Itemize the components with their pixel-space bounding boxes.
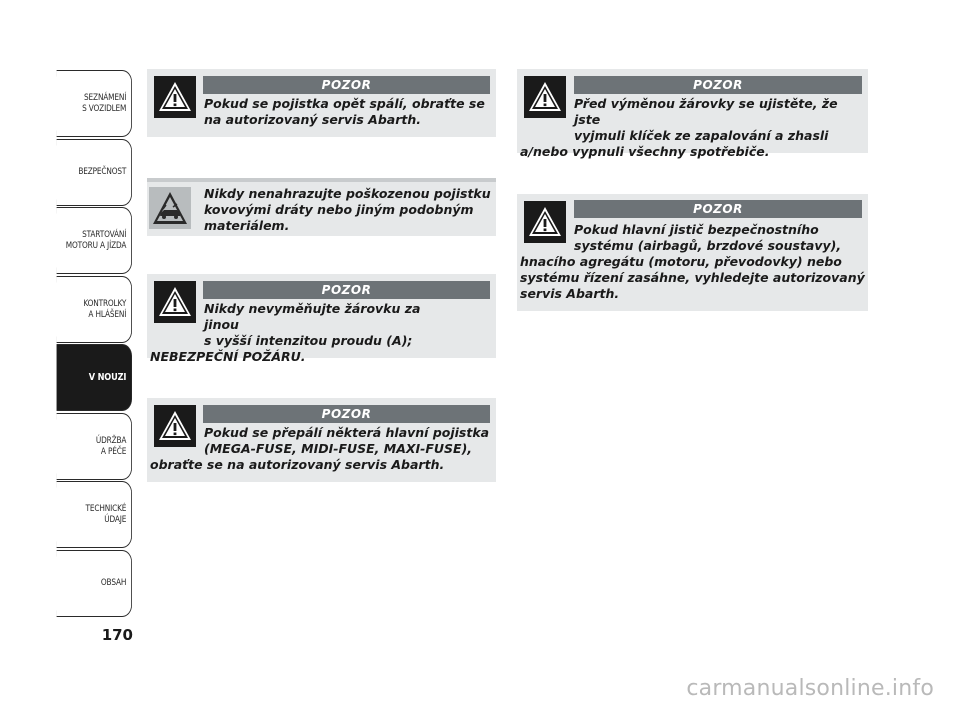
warning-text: Pokud se pojistka opět spálí, obraťte se na autorizovaný servis Abarth. — [204, 96, 485, 127]
tab-startovani[interactable]: STARTOVÁNÍ MOTORU A JÍZDA — [57, 207, 132, 274]
warning-text-line: servis Abarth. — [520, 286, 620, 301]
warning-text-line: systému (airbagů, brzdové soustavy), — [574, 238, 842, 253]
warning-triangle-icon — [154, 76, 196, 118]
warning-text-line: NEBEZPEČNÍ POŽÁRU. — [150, 349, 306, 364]
warning-box-safety-breaker — [517, 194, 868, 311]
side-nav — [40, 70, 133, 618]
warning-text-line: hnacího agregátu (motoru, převodovky) nebo — [520, 254, 842, 269]
watermark: carmanualsonline.info — [686, 676, 934, 701]
warning-title: POZOR — [574, 200, 862, 218]
warning-text-line: (MEGA-FUSE, MIDI-FUSE, MAXI-FUSE), — [204, 441, 473, 456]
warning-box-bulb-intensity — [147, 274, 496, 364]
warning-text-line: Nikdy nevyměňujte žárovku za jinou — [204, 301, 421, 332]
tab-v-nouzi[interactable]: V NOUZI — [57, 344, 132, 411]
tab-udrzba[interactable]: ÚDRŽBA A PÉČE — [57, 413, 132, 480]
warning-title: POZOR — [203, 405, 490, 423]
warning-text — [520, 96, 868, 160]
warning-box-main-fuse — [147, 398, 496, 482]
warning-text-line: obraťte se na autorizovaný servis Abarth. — [150, 457, 445, 472]
warning-text — [150, 301, 430, 365]
page-number: 170 — [101, 626, 133, 644]
tab-bezpecnost[interactable]: BEZPEČNOST — [57, 139, 132, 206]
warning-text — [150, 425, 489, 473]
warning-title: POZOR — [203, 76, 490, 94]
tab-obsah[interactable]: OBSAH — [57, 550, 132, 617]
environment-car-icon — [149, 187, 191, 229]
note-text: Nikdy nenahrazujte poškozenou pojistku kovovými dráty nebo jiným podobným materiálem. — [204, 186, 491, 233]
tab-seznameni[interactable]: SEZNÁMENÍ S VOZIDLEM — [57, 70, 132, 137]
warning-text-line: s vyšší intenzitou proudu (A); — [204, 333, 413, 348]
warning-title: POZOR — [574, 76, 862, 94]
warning-text-line: Pokud hlavní jistič bezpečnostního — [574, 222, 819, 237]
note-box-fuse-replacement — [147, 182, 496, 236]
warning-text-line: systému řízení zasáhne, vyhledejte autorizovaný — [520, 270, 865, 285]
warning-text-line: vyjmuli klíček ze zapalování a zhasli — [574, 128, 829, 143]
warning-text-line: Pokud se přepálí některá hlavní pojistka — [204, 425, 490, 440]
warning-box-fuse-blown — [147, 69, 496, 137]
warning-text-line: a/nebo vypnuli všechny spotřebiče. — [520, 144, 770, 159]
warning-box-bulb-replacement — [517, 69, 868, 159]
tab-kontrolky[interactable]: KONTROLKY A HLÁŠENÍ — [57, 276, 132, 343]
warning-title: POZOR — [203, 281, 490, 299]
warning-text-line: Před výměnou žárovky se ujistěte, že jste — [574, 96, 838, 127]
warning-text — [520, 222, 865, 302]
tab-technicke-udaje[interactable]: TECHNICKÉ ÚDAJE — [57, 481, 132, 548]
